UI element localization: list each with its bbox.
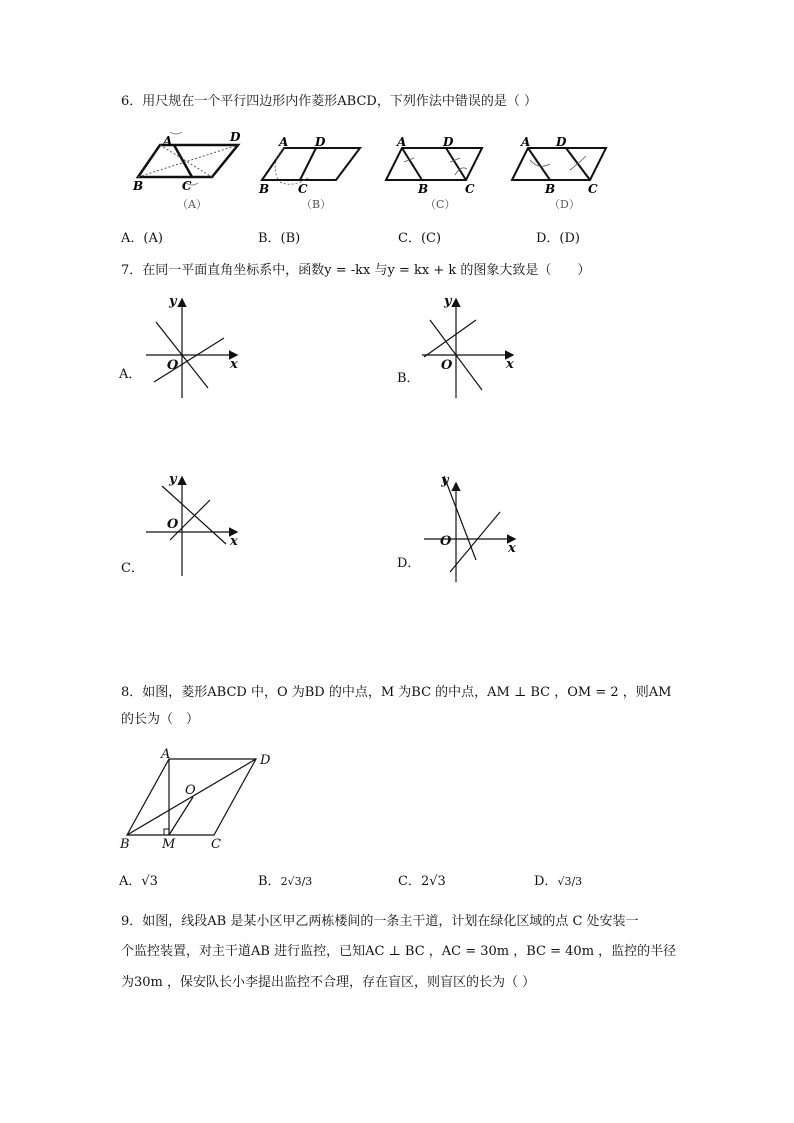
q7-graph-b	[422, 300, 512, 398]
q6-stem: 6．用尺规在一个平行四边形内作菱形ABCD，下列作法中错误的是（ ）	[121, 94, 537, 109]
q7-d-x-label: x	[508, 541, 516, 556]
q9-line2: 个监控装置，对主干道AB 进行监控，已知AC ⊥ BC ，AC = 30m ，BC = 40m ，监控的半径	[121, 944, 677, 959]
svg-text:B: B	[545, 182, 556, 196]
q8-option-d-value: √3/3	[557, 875, 583, 888]
q8-label-a: A	[161, 747, 171, 762]
q7-a-y-label: y	[169, 294, 177, 309]
svg-text:A: A	[521, 135, 531, 149]
q8-option-c[interactable]	[398, 873, 446, 891]
q7-d-y-label: y	[441, 473, 449, 488]
q8-option-d[interactable]	[534, 873, 582, 891]
svg-text:C: C	[182, 179, 192, 193]
q6-caption-c: （C）	[425, 198, 456, 211]
q6-caption-b: （B）	[301, 198, 332, 211]
q7-option-d[interactable]: D．	[397, 556, 421, 571]
q8-option-c-value: 2√3	[420, 874, 446, 889]
q9-line1: 9．如图，线段AB 是某小区甲乙两栋楼间的一条主干道，计划在绿化区域的点 C 处安装一	[121, 914, 639, 929]
q8-label-o: O	[185, 783, 196, 798]
q8-label-d: D	[260, 753, 271, 768]
q7-a-x-label: x	[230, 357, 238, 372]
svg-text:B: B	[418, 182, 429, 196]
q7-option-c[interactable]: C．	[121, 561, 144, 576]
q6-option-b[interactable]: B．(B)	[258, 231, 301, 246]
svg-text:B: B	[133, 179, 144, 193]
q6-figure-b	[262, 148, 360, 184]
svg-text:D: D	[443, 135, 454, 149]
q8-stem-line2: 的长为（ ）	[121, 712, 200, 727]
q6-figure-d	[512, 148, 606, 180]
q6-caption-a: （A）	[177, 198, 207, 211]
q8-stem-line1: 8．如图，菱形ABCD 中，O 为BD 的中点，M 为BC 的中点，AM ⊥ BC ，OM = 2 ，则AM	[121, 685, 672, 700]
q7-c-y-label: y	[169, 472, 177, 487]
q7-graph-d	[424, 476, 514, 582]
q7-stem: 7．在同一平面直角坐标系中，函数y = -kx 与y = kx + k 的图象大致是（ ）	[121, 263, 591, 278]
svg-text:C: C	[298, 182, 308, 196]
q6-figures	[0, 120, 794, 240]
q8-option-c-letter: C．	[398, 874, 421, 889]
q6-option-d[interactable]: D．(D)	[536, 231, 580, 246]
svg-text:A: A	[279, 135, 289, 149]
svg-text:A: A	[397, 135, 407, 149]
q7-graphs	[0, 290, 794, 590]
q6-caption-d: （D）	[549, 198, 580, 211]
q7-c-x-label: x	[230, 534, 238, 549]
q7-b-y-label: y	[444, 294, 452, 309]
q8-option-a[interactable]	[119, 873, 158, 891]
svg-text:C: C	[465, 182, 475, 196]
q8-option-d-letter: D．	[534, 874, 558, 889]
q6-option-a[interactable]: A．(A)	[121, 231, 163, 246]
q7-graph-a	[146, 300, 236, 398]
q8-label-c: C	[211, 837, 221, 850]
q6-option-c[interactable]: C．(C)	[398, 231, 442, 246]
q9-line3: 为30m ，保安队长小李提出监控不合理，存在盲区，则盲区的长为（ ）	[121, 975, 536, 990]
svg-text:D: D	[315, 135, 326, 149]
q7-d-origin: O	[440, 534, 452, 549]
q8-label-m: M	[162, 837, 176, 850]
q8-option-b-value: 2√3/3	[280, 875, 313, 888]
svg-text:D: D	[230, 130, 241, 144]
svg-text:A: A	[163, 134, 173, 148]
q8-figure	[0, 740, 794, 850]
q7-option-b[interactable]: B．	[397, 371, 420, 386]
q6-figure-a	[138, 132, 238, 185]
q8-option-a-value: √3	[141, 874, 158, 889]
svg-text:C: C	[588, 182, 598, 196]
q7-b-origin: O	[441, 358, 453, 373]
q7-c-origin: O	[167, 517, 179, 532]
q8-label-b: B	[120, 837, 130, 850]
q8-option-b-letter: B．	[258, 874, 281, 889]
svg-text:B: B	[259, 182, 270, 196]
svg-text:D: D	[556, 135, 567, 149]
q8-option-a-letter: A．	[119, 874, 142, 889]
q7-a-origin: O	[167, 358, 179, 373]
q6-figure-c	[386, 148, 482, 180]
q8-option-b[interactable]	[258, 873, 312, 891]
q7-graph-c	[146, 478, 236, 576]
q7-option-a[interactable]: A．	[119, 367, 142, 382]
q7-b-x-label: x	[506, 357, 514, 372]
